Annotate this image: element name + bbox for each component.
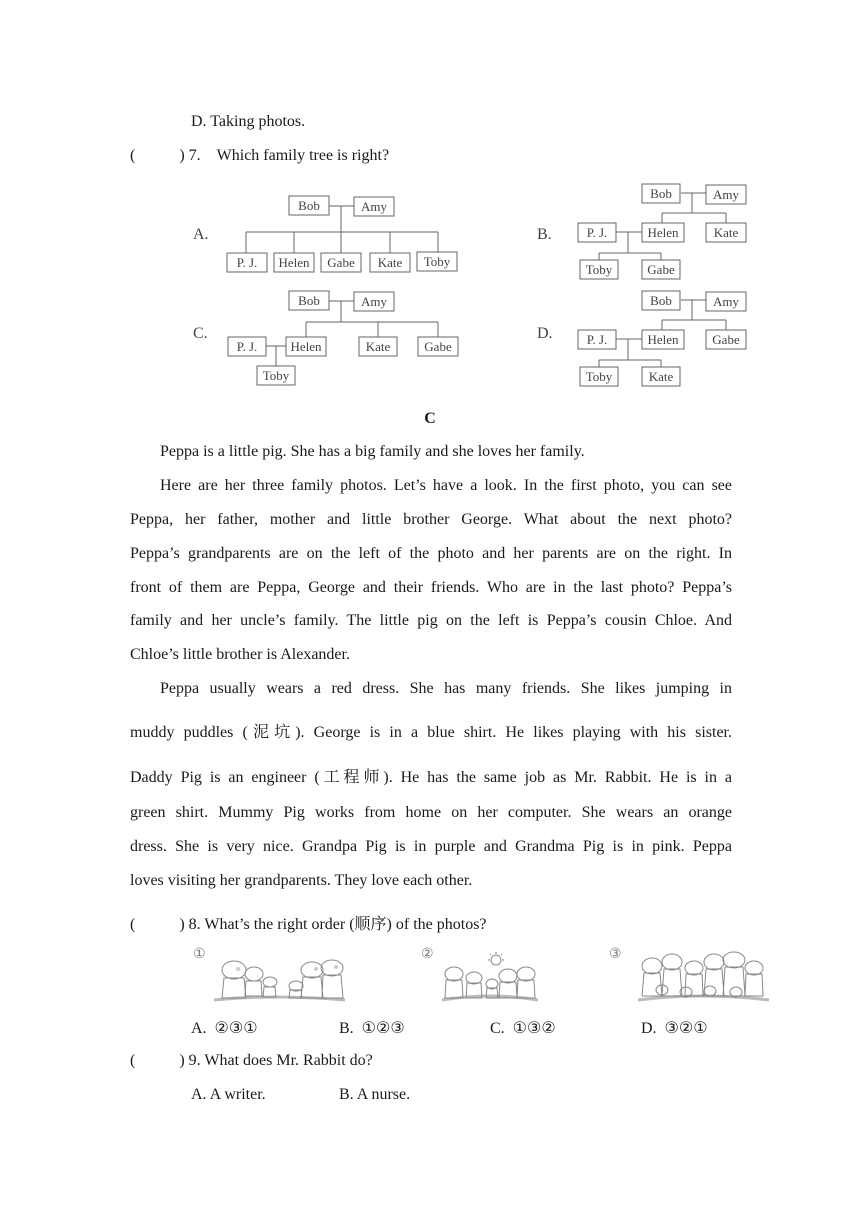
tree-d-label: D. xyxy=(537,325,553,342)
q8-question xyxy=(130,911,487,934)
passage-p2-line-4: front of them are Peppa, George and their friends. Who are in the last photo? Peppa’s xyxy=(130,579,732,596)
passage-p2-line-1: Here are her three family photos. Let’s have a look. In the first photo, you can see xyxy=(160,477,732,494)
answer-paren-close: ) xyxy=(179,147,185,164)
tree-c-child-3: Gabe xyxy=(424,339,452,354)
tree-a-child-5: Toby xyxy=(423,254,451,269)
tree-a-child-4: Kate xyxy=(377,255,403,270)
answer-paren-open: ( xyxy=(130,1052,136,1069)
passage-p3-line-4: green shirt. Mummy Pig works from home on her computer. She wears an orange xyxy=(130,804,732,821)
tree-c-child-1: Helen xyxy=(290,339,322,354)
q7-question xyxy=(130,147,389,165)
tree-c-parent-2: Amy xyxy=(361,294,387,309)
passage-p3-line-1: Peppa usually wears a red dress. She has many friends. She likes jumping in xyxy=(160,680,732,697)
q8-option-a[interactable]: A. ②③① xyxy=(191,1020,258,1037)
tree-d-grandchild-1: Toby xyxy=(585,369,613,384)
tree-a-label: A. xyxy=(193,226,209,243)
tree-a-parent-2: Amy xyxy=(361,199,387,214)
tree-b-child-1: Helen xyxy=(647,225,679,240)
family-tree-b xyxy=(570,178,760,283)
photo-3-number: ③ xyxy=(609,947,622,962)
tree-b-child-2: Kate xyxy=(713,225,739,240)
q8-option-d[interactable]: D. ③②① xyxy=(641,1020,708,1037)
tree-b-label: B. xyxy=(537,226,552,243)
tree-b-grandchild-1: Toby xyxy=(585,262,613,277)
tree-d-grandchild-2: Kate xyxy=(648,369,674,384)
tree-d-spouse: P. J. xyxy=(586,332,608,347)
family-tree-d xyxy=(570,285,760,390)
tree-b-parent-2: Amy xyxy=(713,187,739,202)
q8-option-b[interactable]: B. ①②③ xyxy=(339,1020,405,1037)
q6-option-d: D. Taking photos. xyxy=(191,113,306,130)
tree-a-parent-1: Bob xyxy=(298,198,320,213)
tree-a-child-2: Helen xyxy=(278,255,310,270)
tree-b-parent-1: Bob xyxy=(650,186,672,201)
tree-a-child-1: P. J. xyxy=(236,255,258,270)
tree-c-parent-1: Bob xyxy=(298,293,320,308)
passage-p3-line-2: muddy puddles (泥坑). George is in a blue shirt. He likes playing with his sister. xyxy=(130,724,732,741)
tree-c-grandchild-1: Toby xyxy=(262,368,290,383)
tree-d-child-2: Gabe xyxy=(712,332,740,347)
q8-option-c[interactable]: C. ①③② xyxy=(490,1020,556,1037)
q9-option-b[interactable]: B. A nurse. xyxy=(339,1086,411,1103)
q8-question-text: 8. What’s the right order (顺序) of the photos? xyxy=(188,916,487,933)
tree-c-label: C. xyxy=(193,325,208,342)
tree-c-spouse: P. J. xyxy=(236,339,258,354)
passage-p2-line-3: Peppa’s grandparents are on the left of the photo and her parents are on the right. In xyxy=(130,545,732,562)
tree-d-child-1: Helen xyxy=(647,332,679,347)
tree-d-parent-2: Amy xyxy=(713,294,739,309)
section-heading: C xyxy=(424,410,436,427)
family-tree-c xyxy=(220,285,470,390)
answer-paren-open: ( xyxy=(130,147,136,164)
q9-question-text: 9. What does Mr. Rabbit do? xyxy=(188,1052,373,1069)
passage-p3-line-5: dress. She is very nice. Grandpa Pig is in purple and Grandma Pig is in pink. Peppa xyxy=(130,838,732,855)
answer-paren-close: ) xyxy=(179,916,185,933)
photo-2-family-sketch xyxy=(440,952,540,1004)
passage-p1: Peppa is a little pig. She has a big family and she loves her family. xyxy=(160,443,585,460)
tree-d-parent-1: Bob xyxy=(650,293,672,308)
photo-3-family-sketch xyxy=(636,948,771,1004)
photo-2-number: ② xyxy=(421,947,434,962)
q7-question-text: 7. Which family tree is right? xyxy=(188,147,390,164)
photo-1-number: ① xyxy=(193,947,206,962)
answer-paren-open: ( xyxy=(130,916,136,933)
family-tree-a xyxy=(220,190,470,280)
passage-p3-line-3: Daddy Pig is an engineer (工程师). He has the same job as Mr. Rabbit. He is in a xyxy=(130,769,732,786)
tree-c-child-2: Kate xyxy=(365,339,391,354)
q9-option-a[interactable]: A. A writer. xyxy=(191,1086,266,1103)
passage-p3-last: loves visiting her grandparents. They love each other. xyxy=(130,872,473,889)
passage-p2-line-2: Peppa, her father, mother and little brother George. What about the next photo? xyxy=(130,511,732,528)
photo-1-family-sketch xyxy=(212,952,347,1004)
passage-p2-line-5: family and her uncle’s family. The little pig on the left is Peppa’s cousin Chloe. And xyxy=(130,612,732,629)
answer-paren-close: ) xyxy=(179,1052,185,1069)
tree-b-grandchild-2: Gabe xyxy=(647,262,675,277)
q9-question xyxy=(130,1052,373,1070)
tree-a-child-3: Gabe xyxy=(327,255,355,270)
passage-p2-last: Chloe’s little brother is Alexander. xyxy=(130,646,350,663)
tree-b-spouse: P. J. xyxy=(586,225,608,240)
